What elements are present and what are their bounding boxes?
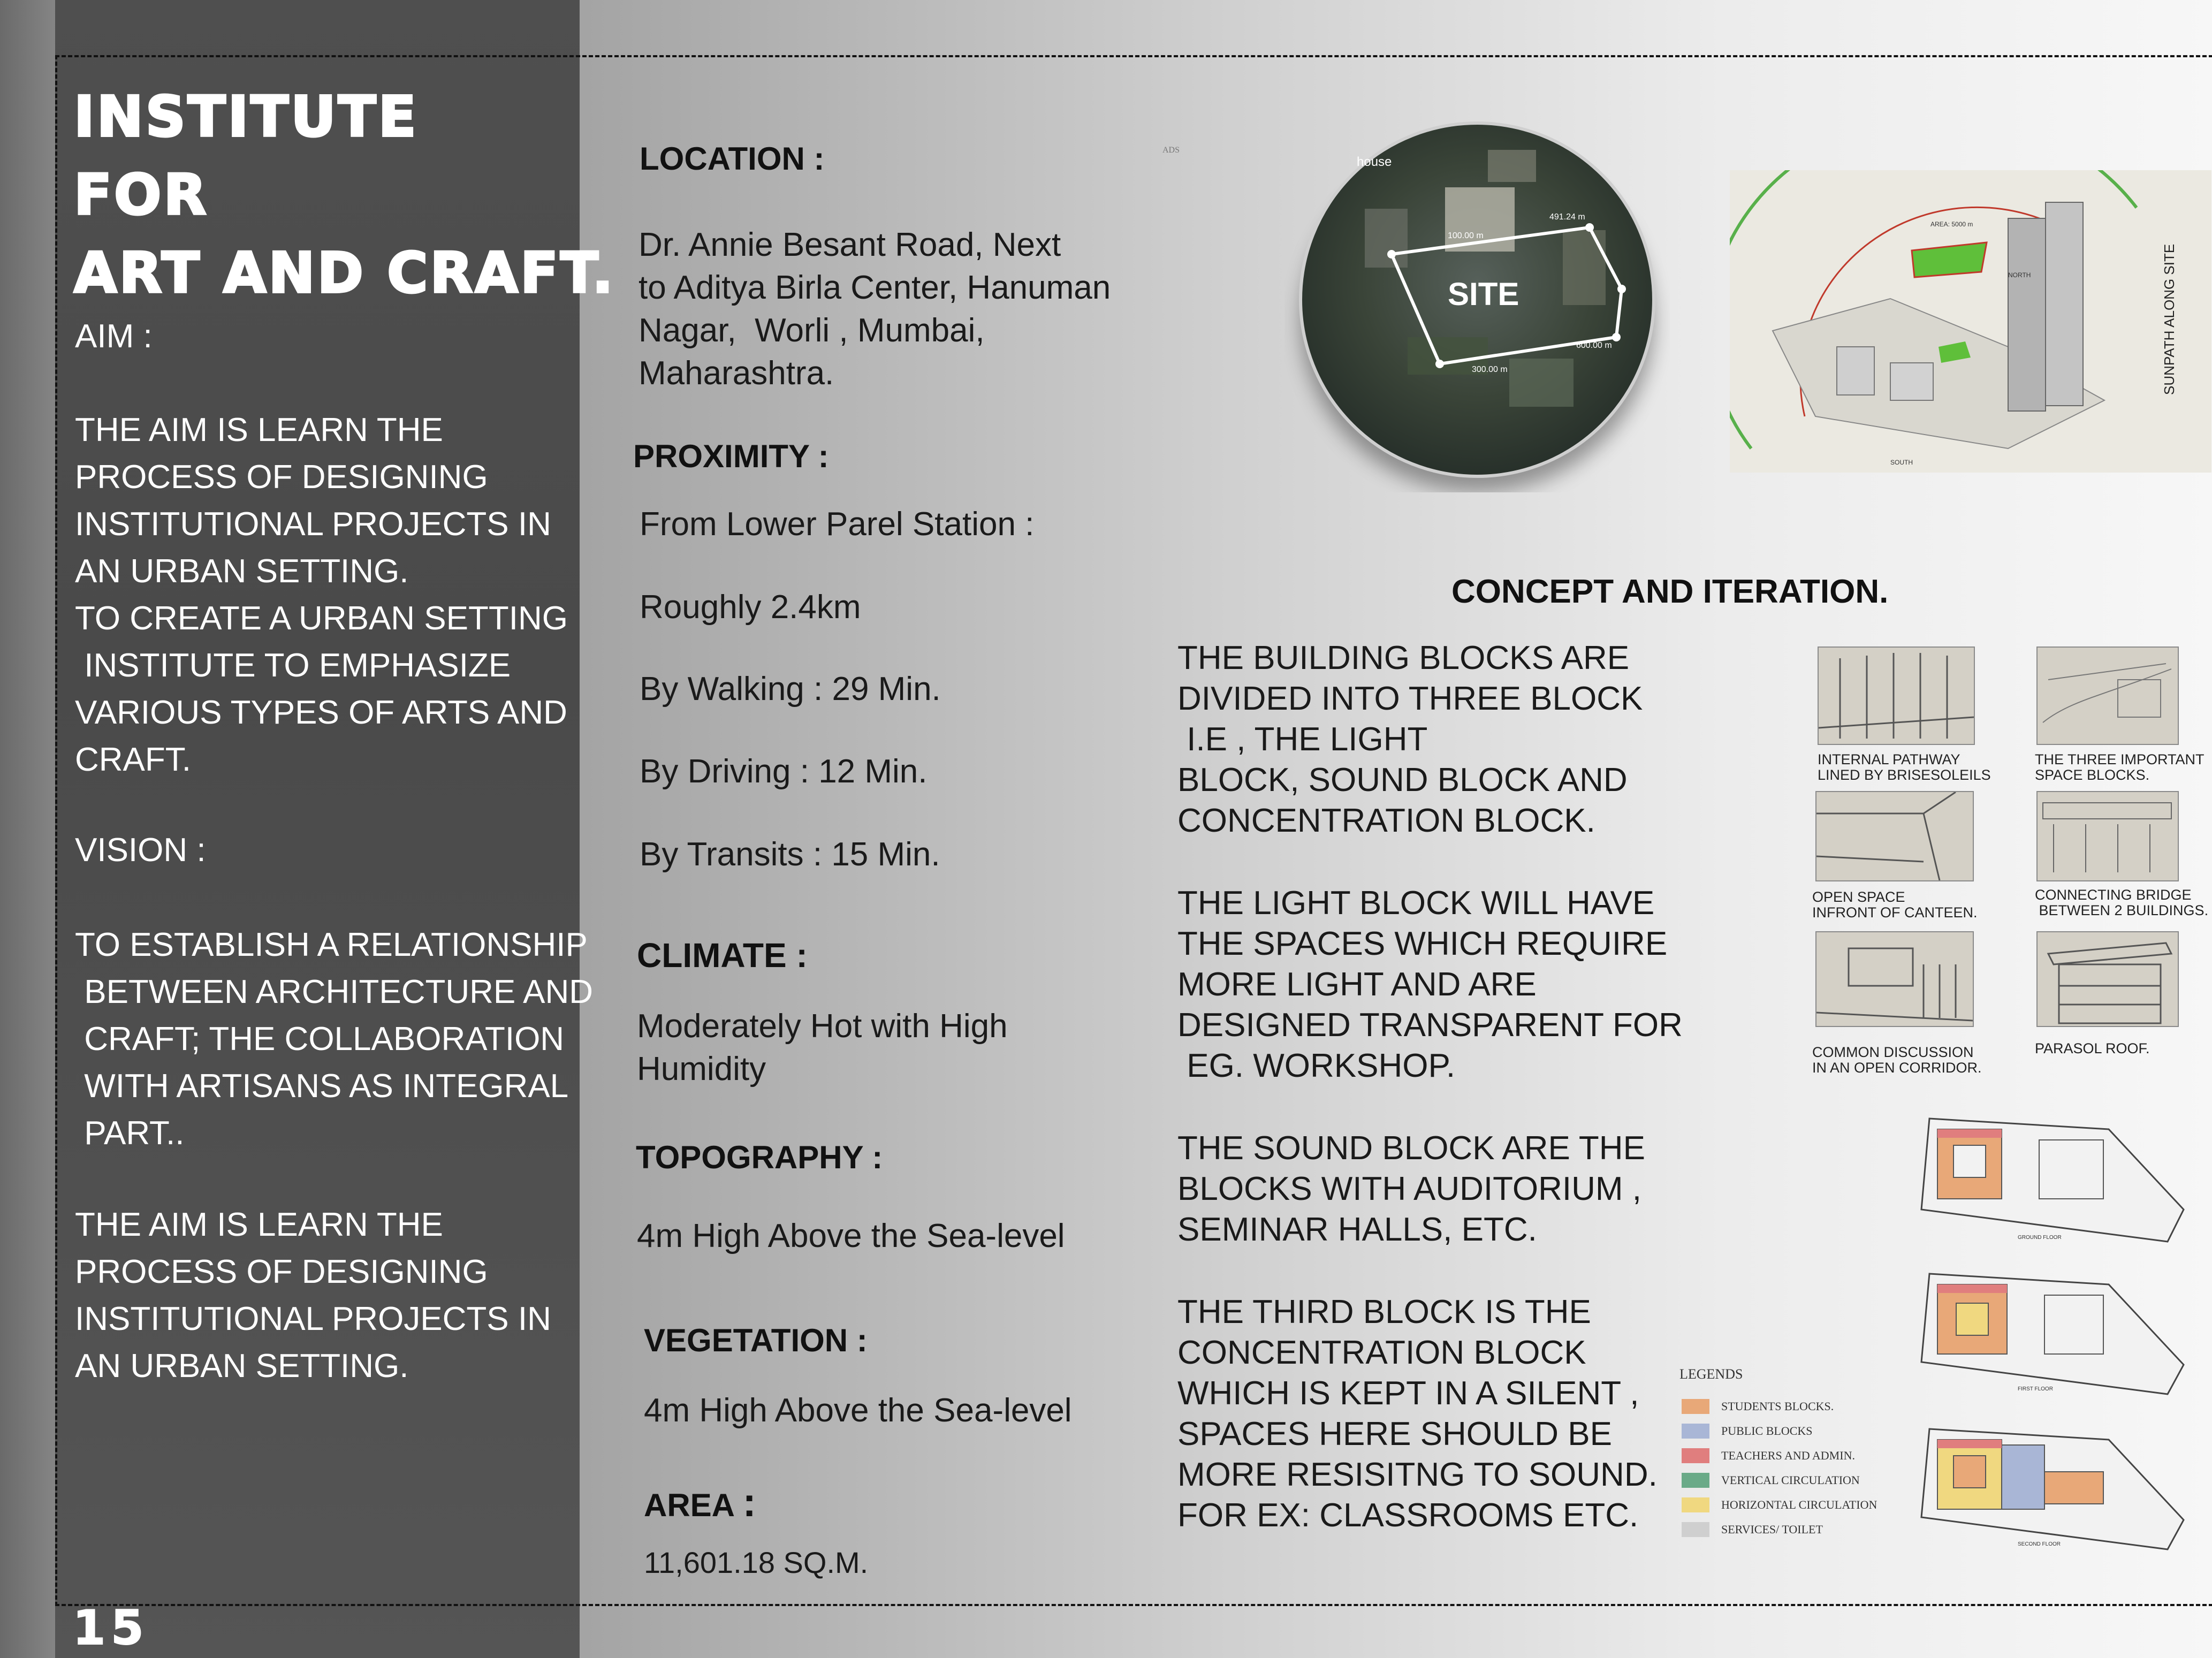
aim-text: THE AIM IS LEARN THE PROCESS OF DESIGNING INSTITUTIONAL PROJECTS IN AN URBAN SETTING. TO CREATE A URBAN SETTING INSTITUTE TO EMPHASIZE VARIOUS TYPES OF ARTS AND CRAFT.: [75, 412, 568, 778]
sketch-image: [2036, 931, 2179, 1027]
title-line: ART AND CRAFT.: [74, 240, 615, 306]
boundary-node: [1612, 333, 1621, 341]
plan-label: GROUND FLOOR: [2018, 1235, 2062, 1241]
legend-item: [1682, 1493, 1877, 1517]
aim-label: AIM :: [75, 318, 153, 355]
area-label: AREA: [644, 1487, 734, 1523]
floor-plan: [1916, 1418, 2200, 1557]
ads-mark: ADS: [1162, 146, 1180, 155]
sketch-caption: INTERNAL PATHWAY LINED BY BRISESOLEILS: [1818, 751, 1991, 783]
legend-label: STUDENTS BLOCKS.: [1721, 1400, 1834, 1413]
sketch-image: [1815, 931, 1974, 1027]
legend-label: VERTICAL CIRCULATION: [1721, 1473, 1860, 1487]
legend-swatch: [1682, 1424, 1709, 1439]
sketch-image: [2036, 647, 2179, 745]
sketch-image: [2036, 791, 2179, 881]
left-edge-strip: [0, 0, 55, 1658]
sketch-caption: THE THREE IMPORTANT SPACE BLOCKS.: [2035, 751, 2205, 783]
floor-plan: [1916, 1263, 2200, 1402]
proximity-item: By Driving : 12 Min.: [640, 753, 928, 790]
legend-title: LEGENDS: [1679, 1366, 1743, 1382]
proximity-item: Roughly 2.4km: [640, 589, 861, 626]
concept-para: THE THIRD BLOCK IS THE CONCENTRATION BLOCK WHICH IS KEPT IN A SILENT , SPACES HERE SHOULD BE MORE RESISITNG TO SOUND. FOR EX: CLASSROOMS ETC.: [1177, 1294, 1658, 1534]
sketch-drawing: [2038, 932, 2178, 1026]
legend-label: PUBLIC BLOCKS: [1721, 1424, 1813, 1438]
site-label: SITE: [1448, 276, 1519, 312]
legend-item: [1682, 1419, 1877, 1443]
page-number: 15: [73, 1600, 149, 1655]
title-line: FOR: [74, 162, 209, 227]
area-text: 11,601.18 SQ.M.: [644, 1546, 869, 1579]
sunpath-label: NORTH: [2008, 271, 2031, 279]
plan-label: FIRST FLOOR: [2018, 1386, 2053, 1392]
area-colon: :: [742, 1480, 756, 1525]
sketch-caption: PARASOL ROOF.: [2035, 1040, 2150, 1056]
plan-label: SECOND FLOOR: [2018, 1541, 2061, 1547]
sunpath-label: AREA: 5000 m: [1930, 220, 1973, 228]
sketch-image: [1815, 791, 1974, 881]
sketch-drawing: [1816, 792, 1973, 880]
climate-heading: CLIMATE :: [637, 936, 808, 975]
sketch-drawing: [2038, 648, 2178, 744]
topography-text: 4m High Above the Sea-level: [637, 1218, 1065, 1254]
place-label: house: [1357, 155, 1392, 169]
dimension-label: 491.24 m: [1549, 212, 1585, 222]
legend-swatch: [1682, 1497, 1709, 1512]
legend-item: [1682, 1468, 1877, 1493]
dimension-label: 300.00 m: [1472, 365, 1508, 374]
legend-label: TEACHERS AND ADMIN.: [1721, 1449, 1855, 1462]
dimension-label: 100.00 m: [1448, 231, 1484, 240]
sunpath-label: SOUTH: [1890, 459, 1913, 466]
boundary-node: [1585, 223, 1594, 232]
building-shape: [1365, 209, 1408, 268]
vision-label: VISION :: [75, 832, 206, 869]
sketch-image: [1818, 647, 1975, 745]
proximity-heading: PROXIMITY :: [633, 438, 829, 474]
legend-swatch: [1682, 1448, 1709, 1463]
boundary-node: [1617, 285, 1626, 293]
tower-shape: [2008, 218, 2046, 411]
building-shape: [1890, 363, 1933, 400]
topography-heading: TOPOGRAPHY :: [636, 1139, 883, 1175]
building-shape: [1563, 230, 1606, 305]
concept-heading: CONCEPT AND ITERATION.: [1451, 573, 1889, 610]
legend-item: [1682, 1517, 1877, 1542]
project-title: [74, 78, 615, 312]
boundary-node: [1435, 360, 1444, 368]
vision-text: TO ESTABLISH A RELATIONSHIP BETWEEN ARCHITECTURE AND CRAFT; THE COLLABORATION WITH ARTISANS AS INTEGRAL PART..: [75, 926, 593, 1152]
sketch-drawing: [1819, 648, 1974, 744]
title-line: INSTITUTE: [74, 84, 419, 149]
dimension-label: 600.00 m: [1576, 341, 1612, 350]
concept-para: THE LIGHT BLOCK WILL HAVE THE SPACES WHICH REQUIRE MORE LIGHT AND ARE DESIGNED TRANSPARENT FOR EG. WORKSHOP.: [1177, 885, 1683, 1084]
site-map: [1284, 107, 1670, 492]
proximity-item: By Walking : 29 Min.: [640, 671, 941, 708]
tower-shape: [2046, 202, 2083, 406]
vegetation-text: 4m High Above the Sea-level: [644, 1392, 1072, 1429]
sketch-drawing: [2038, 792, 2178, 880]
sketch-caption: OPEN SPACE INFRONT OF CANTEEN.: [1812, 889, 1978, 921]
legend-item: [1682, 1443, 1877, 1468]
building-shape: [1488, 150, 1536, 182]
climate-text: Moderately Hot with High Humidity: [637, 1008, 1008, 1087]
legend-label: SERVICES/ TOILET: [1721, 1523, 1823, 1536]
sketch-drawing: [1816, 932, 1973, 1026]
vegetation-heading: VEGETATION :: [644, 1322, 868, 1358]
concept-para: THE BUILDING BLOCKS ARE DIVIDED INTO THREE BLOCK I.E , THE LIGHT BLOCK, SOUND BLOCK AND CONCENTRATION BLOCK.: [1177, 640, 1643, 839]
legend-label: HORIZONTAL CIRCULATION: [1721, 1498, 1877, 1511]
legend-swatch: [1682, 1473, 1709, 1488]
building-shape: [1837, 347, 1874, 395]
floor-plan: [1916, 1108, 2200, 1252]
sunpath-diagram: [1730, 170, 2211, 473]
legend-swatch: [1682, 1399, 1709, 1414]
building-shape: [1509, 359, 1574, 407]
sketch-caption: CONNECTING BRIDGE BETWEEN 2 BUILDINGS.: [2035, 887, 2209, 918]
proximity-item: By Transits : 15 Min.: [640, 836, 940, 873]
legend-item: [1682, 1394, 1877, 1419]
legend-list: [1682, 1394, 1877, 1542]
sketch-caption: COMMON DISCUSSION IN AN OPEN CORRIDOR.: [1812, 1044, 1982, 1076]
legend-swatch: [1682, 1522, 1709, 1537]
area-heading: [644, 1479, 756, 1526]
sunpath-caption: SUNPATH ALONG SITE: [2161, 244, 2177, 395]
boundary-node: [1387, 250, 1396, 258]
location-text: Dr. Annie Besant Road, Next to Aditya Birla Center, Hanuman Nagar, Worli , Mumbai, Maharashtra.: [638, 226, 1111, 392]
concept-para: THE SOUND BLOCK ARE THE BLOCKS WITH AUDITORIUM , SEMINAR HALLS, ETC.: [1177, 1130, 1645, 1248]
proximity-item: From Lower Parel Station :: [640, 506, 1035, 543]
aim-repeat-text: THE AIM IS LEARN THE PROCESS OF DESIGNING INSTITUTIONAL PROJECTS IN AN URBAN SETTING.: [75, 1206, 551, 1385]
location-heading: LOCATION :: [640, 141, 825, 177]
